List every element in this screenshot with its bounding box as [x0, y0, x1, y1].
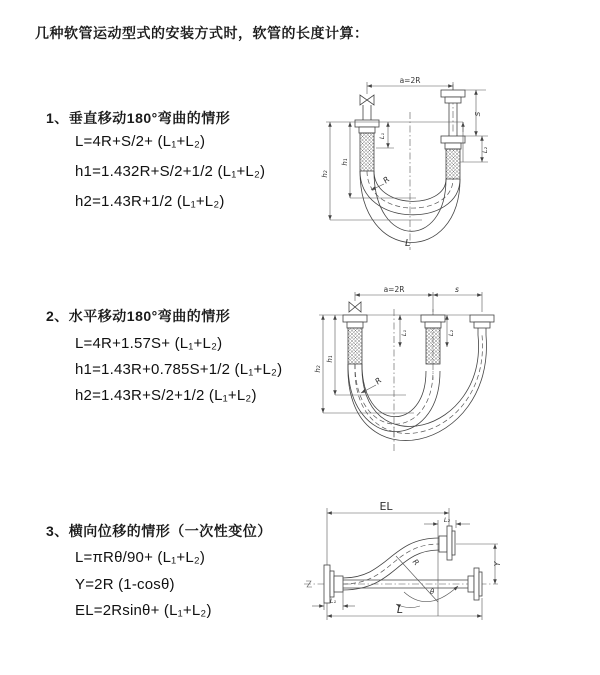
dim-h1-label: h₁: [326, 355, 334, 363]
section3-heading: 3、横向位移的情形（一次性变位）: [46, 523, 272, 539]
dim-l1-label: L₁: [329, 597, 337, 605]
section1-formula-l: L=4R+S/2+ (L₁+L₂): [75, 133, 206, 150]
section2-formula-h1: h1=1.43R+0.785S+1/2 (L₁+L₂): [75, 361, 283, 378]
right-flange: [474, 568, 479, 600]
section3-formula-y: Y=2R (1-cosθ): [75, 576, 175, 593]
dim-h1-label: h₁: [341, 158, 349, 166]
left-braided-hose: [360, 133, 374, 171]
left-flange-nut: [343, 315, 367, 322]
dim-l1-label: L₁: [378, 132, 386, 140]
dim-l-label: L: [396, 603, 404, 616]
left-braided-hose: [348, 328, 362, 364]
dim-el-label: EL: [379, 500, 393, 513]
section2-heading: 2、水平移动180°弯曲的情形: [46, 308, 231, 324]
left-flange-nut: [355, 120, 379, 127]
diagram-lateral-displacement: [298, 498, 590, 640]
section2-formula-h2: h2=1.43R+S/2+1/2 (L₁+L₂): [75, 387, 257, 404]
section2-formula-l: L=4R+1.57S+ (L₁+L₂): [75, 335, 223, 352]
theta-label: θ: [430, 588, 435, 596]
dim-h2-label: h₂: [321, 170, 329, 178]
valve-icon: [360, 95, 374, 105]
dim-l1-label: L₁: [400, 329, 408, 337]
middle-braided-hose: [426, 328, 440, 364]
dim-s-label: S: [474, 111, 482, 117]
dim-h2-label: h₂: [314, 365, 322, 373]
dim-l2-label: L₂: [447, 329, 455, 337]
section3-formula-l: L=πRθ/90+ (L₁+L₂): [75, 549, 206, 566]
length-label: L: [405, 238, 411, 249]
section1-formula-h2: h2=1.43R+1/2 (L₁+L₂): [75, 193, 225, 210]
dim-shift-label: s: [455, 285, 459, 294]
dim-l2-label: L₂: [481, 146, 489, 154]
dim-l2-label: L₂: [443, 516, 451, 524]
middle-flange-nut: [421, 315, 445, 322]
section1-heading: 1、垂直移动180°弯曲的情形: [46, 110, 231, 126]
dim-a2r-label: a=2R: [399, 76, 421, 85]
radius-label: R: [410, 557, 421, 568]
hose-s-curve: [343, 538, 439, 578]
right-flange-nut: [441, 90, 465, 97]
dim-a2r-label: a=2R: [383, 285, 405, 294]
right-braided-hose: [446, 149, 460, 179]
diagram-vertical-180-bend: [310, 70, 580, 260]
diagram-horizontal-180-bend: [310, 285, 590, 460]
section3-formula-el: EL=2Rsinθ+ (L₁+L₂): [75, 602, 212, 619]
radius-label: R: [381, 174, 392, 186]
shifted-flange-nut: [470, 315, 494, 322]
upper-flange: [447, 526, 452, 560]
section1-formula-h1: h1=1.432R+S/2+1/2 (L₁+L₂): [75, 163, 266, 180]
page-title: 几种软管运动型式的安装方式时，软管的长度计算：: [35, 25, 369, 41]
radius-label: R: [373, 375, 384, 387]
valve-icon: [349, 302, 361, 312]
dim-y-label: Y: [493, 561, 502, 567]
